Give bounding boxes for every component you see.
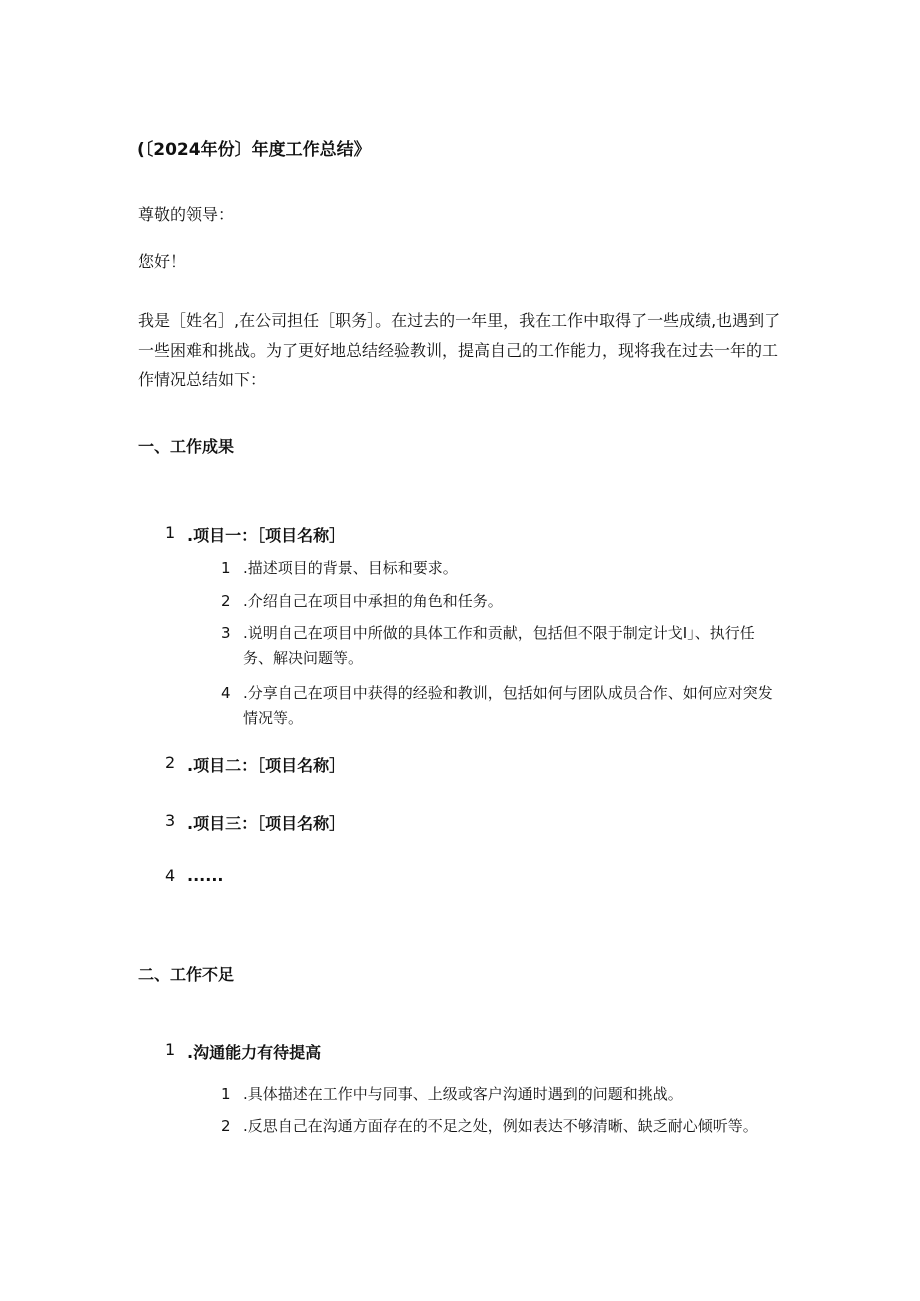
list-text: .介绍自己在项目中承担的角色和任务。	[243, 592, 503, 610]
list-number: 4	[221, 684, 231, 702]
sub-list-item	[221, 681, 781, 731]
document-title: (〔2024年份〕年度工作总结》	[137, 140, 371, 160]
list-number: 2	[221, 1117, 231, 1135]
list-item	[165, 753, 345, 776]
greeting: 您好！	[138, 252, 187, 271]
list-text: .分享自己在项目中获得的经验和教训，包括如何与团队成员合作、如何应对突发情况等。	[243, 684, 773, 727]
sub-list-item	[221, 556, 781, 581]
section-heading-achievements: 一、工作成果	[138, 437, 235, 456]
list-number: 1	[221, 559, 231, 577]
sub-list-item	[221, 589, 781, 614]
list-text: .项目一：［项目名称］	[187, 526, 346, 545]
list-item	[165, 811, 345, 834]
list-text: .具体描述在工作中与同事、上级或客户沟通时遇到的问题和挑战。	[243, 1085, 683, 1103]
list-number: 1	[165, 1040, 176, 1059]
list-text: ......	[187, 866, 224, 885]
intro-paragraph: 我是［姓名］,在公司担任［职务］。在过去的一年里，我在工作中取得了一些成绩,也遇到了一些困难和挑战。为了更好地总结经验教训，提高自己的工作能力，现将我在过去一年的工作情况总结如下：	[138, 311, 781, 389]
list-text: .沟通能力有待提高	[187, 1043, 322, 1062]
list-number: 3	[221, 624, 231, 642]
list-number: 3	[165, 811, 176, 830]
sub-list-item	[221, 1114, 781, 1139]
list-item	[165, 866, 223, 885]
list-item	[165, 1040, 321, 1063]
list-text: .反思自己在沟通方面存在的不足之处，例如表达不够清晰、缺乏耐心倾听等。	[243, 1117, 758, 1135]
sub-list-item	[221, 621, 781, 671]
list-item	[165, 523, 345, 546]
list-number: 4	[165, 866, 176, 885]
list-number: 1	[221, 1085, 231, 1103]
sub-list-item	[221, 1082, 781, 1107]
list-text: .项目三：［项目名称］	[187, 814, 346, 833]
list-text: .描述项目的背景、目标和要求。	[243, 559, 458, 577]
list-text: .说明自己在项目中所做的具体工作和贡献，包括但不限于制定计戈I」、执行任务、解决问题等。	[243, 624, 755, 667]
list-number: 2	[165, 753, 176, 772]
salutation: 尊敬的领导：	[138, 205, 235, 224]
list-number: 2	[221, 592, 231, 610]
list-text: .项目二：［项目名称］	[187, 756, 346, 775]
list-number: 1	[165, 523, 176, 542]
section-heading-shortcomings: 二、工作不足	[138, 965, 235, 984]
